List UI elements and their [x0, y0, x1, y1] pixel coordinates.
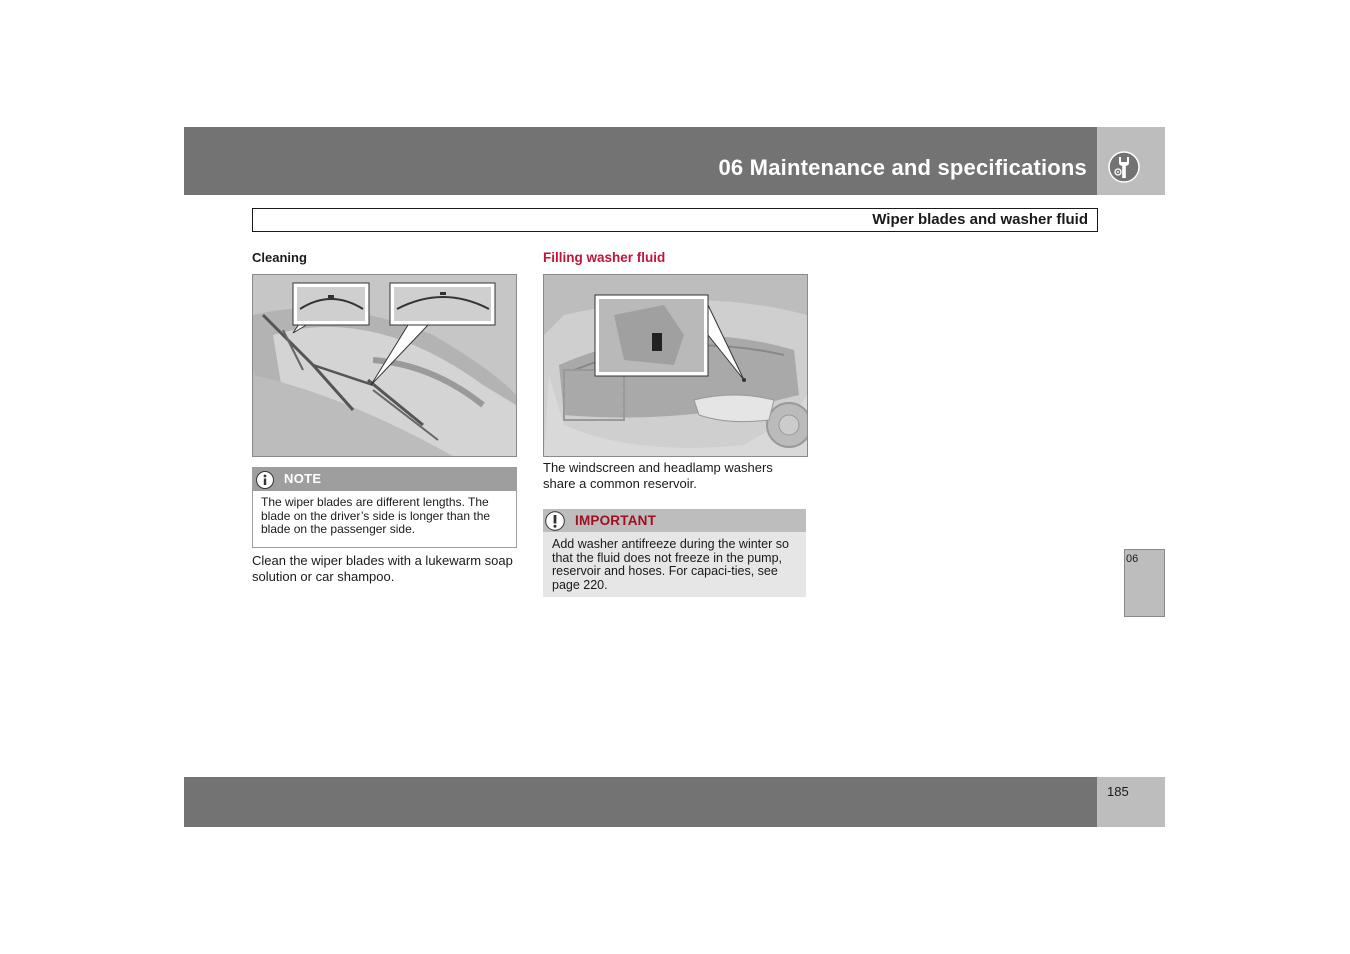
- page-number-box: [1097, 777, 1165, 827]
- cleaning-instructions: Clean the wiper blades with a lukewarm soap solution or car shampoo.: [252, 553, 513, 584]
- washer-reservoir-text: The windscreen and headlamp washers share a common reservoir.: [543, 460, 773, 491]
- info-icon: [256, 471, 274, 489]
- important-label: IMPORTANT: [575, 513, 657, 528]
- note-header: [253, 468, 516, 491]
- note-text: The wiper blades are different lengths. The blade on the driver’s side is longer than the blade on the passenger side.: [261, 495, 491, 536]
- side-tab-label: 06: [1126, 553, 1139, 565]
- footer-band: [184, 777, 1097, 827]
- important-box: [543, 509, 806, 597]
- important-header: [543, 509, 806, 532]
- chapter-side-tab: [1124, 549, 1165, 617]
- exclamation-icon: [545, 511, 565, 531]
- page-number: 185: [1107, 784, 1129, 799]
- section-title-bar: [252, 208, 1098, 232]
- chapter-title: 06 Maintenance and specifications: [718, 155, 1087, 180]
- wrench-icon: [1108, 151, 1140, 183]
- note-label: NOTE: [284, 471, 322, 486]
- cleaning-heading: Cleaning: [252, 250, 307, 265]
- filling-heading: Filling washer fluid: [543, 250, 666, 265]
- section-title: Wiper blades and washer fluid: [872, 211, 1088, 228]
- note-box: [252, 467, 517, 548]
- washer-reservoir-illustration: [543, 274, 808, 457]
- important-text: Add washer antifreeze during the winter so that the fluid does not freeze in the pump, reservoir and hoses. For capaci-ties, see page 220.: [552, 537, 789, 592]
- wiper-blades-illustration: [252, 274, 517, 457]
